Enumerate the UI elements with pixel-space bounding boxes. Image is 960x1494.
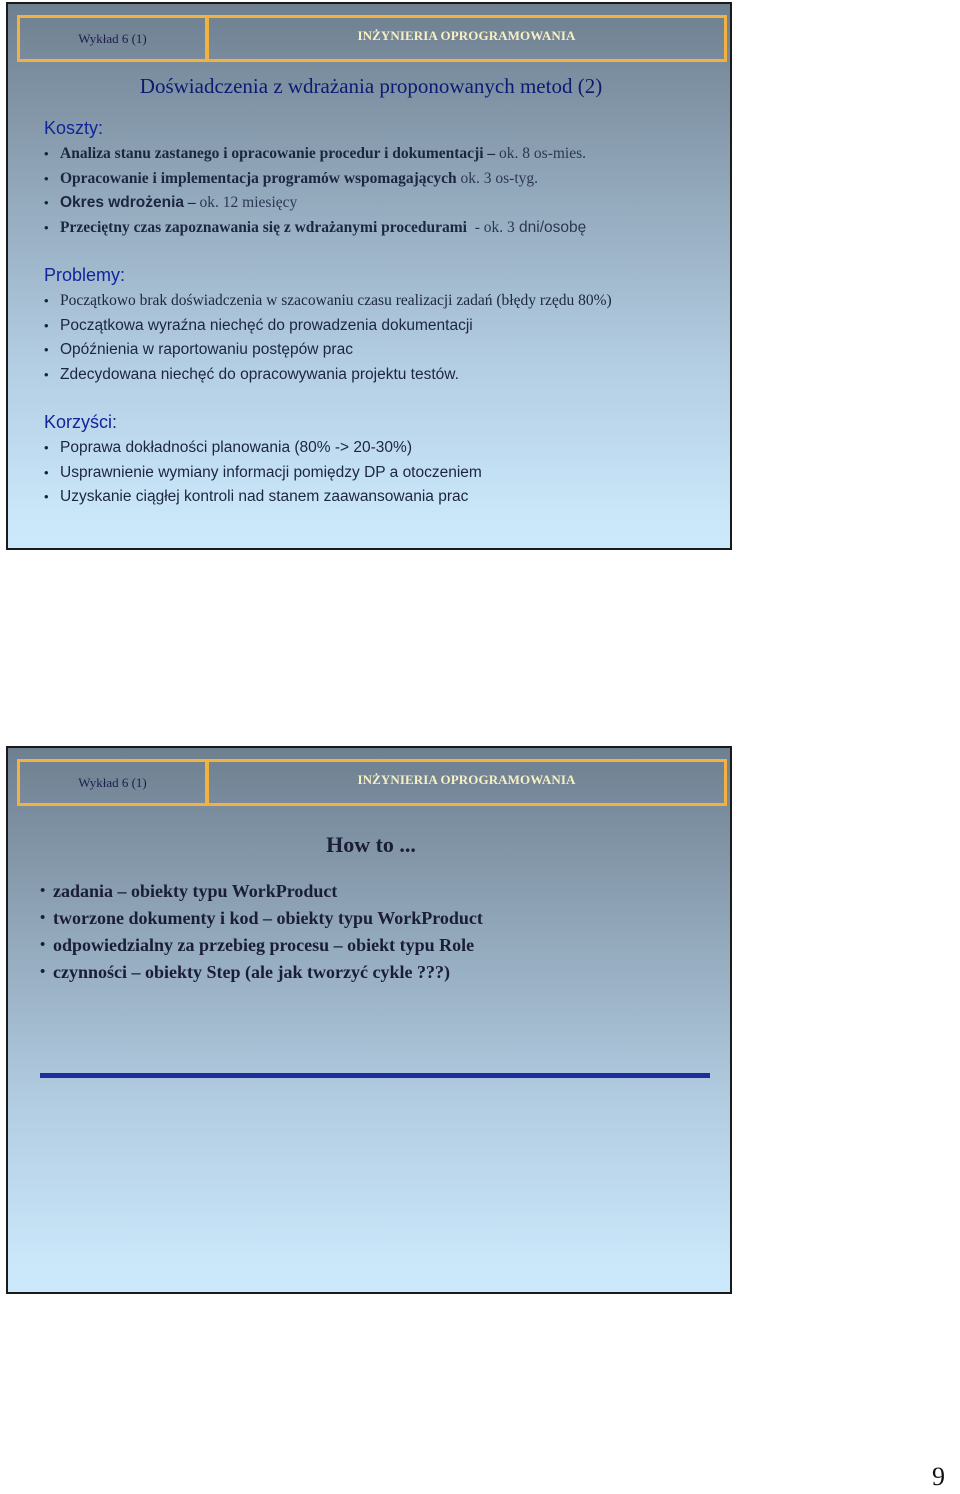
slide-1-title: Doświadczenia z wdrażania proponowanych metod (2) [139,74,603,98]
list-item [44,167,586,192]
problemy-heading: Problemy: [44,265,126,285]
slide-1-header-left: Wykład 6 (1) [17,15,208,62]
howto-list [40,878,483,986]
bullet-icon: • [44,317,49,333]
problemy-item-text: Opóźnienia w raportowaniu postępów prac [60,341,353,358]
bullet-icon: • [44,440,49,455]
bullet-icon: • [44,366,49,382]
koszty-item-separator: – [184,194,200,211]
bullet-icon: • [40,883,46,899]
list-item [40,932,483,959]
korzysci-list [44,436,482,510]
koszty-item-label: Okres wdrożenia [60,194,185,211]
koszty-item-label: Analiza stanu zastanego i opracowanie procedur i dokumentacji [60,145,484,162]
koszty-item-value: ok. 3 os-tyg. [460,169,539,187]
problemy-item-text: Początkowa wyraźna niechęć do prowadzenia dokumentacji [60,316,473,334]
slide-2-title: How to ... [326,832,416,857]
list-item [44,436,482,461]
koszty-item-label: Opracowanie i implementacja programów wspomagających [60,169,457,187]
bullet-icon: • [44,342,49,357]
bullet-icon: • [44,464,49,480]
korzysci-item-text: Uzyskanie ciągłej kontroli nad stanem zaawansowania prac [60,488,469,505]
problemy-item-text: Początkowo brak doświadczenia w szacowaniu czasu realizacji zadań (błędy rzędu 80%) [60,292,612,309]
divider-line [40,1073,710,1078]
bullet-icon: • [40,937,46,953]
slide-1-header-right: INŻYNIERIA OPROGRAMOWANIA [206,15,727,62]
koszty-item-value: ok. 12 miesięcy [199,194,298,211]
problemy-item-text: Zdecydowana niechęć do opracowywania projektu testów. [60,365,459,383]
bullet-icon: • [44,195,49,210]
koszty-item-value-prefix: ok. 3 [483,218,515,236]
korzysci-heading: Korzyści: [44,412,118,432]
koszty-item-label: Przeciętny czas zapoznawania się z wdrażanymi procedurami [60,218,467,236]
bullet-icon: • [44,170,49,186]
slide-1 [6,2,732,550]
slide-2-header-left: Wykład 6 (1) [17,759,208,806]
list-item [44,216,586,241]
list-item [44,363,612,388]
list-item [40,959,483,986]
list-item [44,314,612,339]
list-item [44,142,586,167]
bullet-icon: • [40,910,46,926]
list-item [44,461,482,486]
howto-item-text: zadania – obiekty typu WorkProduct [53,881,338,901]
koszty-item-separator: - [466,218,484,236]
list-item [44,289,612,314]
bullet-icon: • [44,293,49,308]
slide-2 [6,746,732,1294]
bullet-icon: • [44,219,49,235]
bullet-icon: • [44,146,49,161]
list-item [40,905,483,932]
koszty-item-separator: – [483,145,500,162]
howto-item-text: tworzone dokumenty i kod – obiekty typu WorkProduct [53,908,483,928]
list-item [44,191,586,216]
koszty-item-value: dni/osobę [514,218,587,236]
howto-item-text: odpowiedzialny za przebieg procesu – obiekt typu Role [53,935,475,955]
korzysci-item-text: Usprawnienie wymiany informacji pomiędzy DP a otoczeniem [60,463,482,481]
bullet-icon: • [40,964,46,980]
korzysci-item-text: Poprawa dokładności planowania (80% -> 20-30%) [60,439,412,456]
page-number: 9 [932,1462,945,1491]
bullet-icon: • [44,489,49,504]
koszty-item-value: ok. 8 os-mies. [499,145,587,162]
list-item [44,338,612,363]
koszty-heading: Koszty: [44,118,104,138]
list-item [44,485,482,510]
koszty-list [44,142,586,240]
howto-item-text: czynności – obiekty Step (ale jak tworzyć cykle ???) [53,962,450,982]
list-item [40,878,483,905]
slide-2-header-right: INŻYNIERIA OPROGRAMOWANIA [206,759,727,806]
problemy-list [44,289,612,387]
